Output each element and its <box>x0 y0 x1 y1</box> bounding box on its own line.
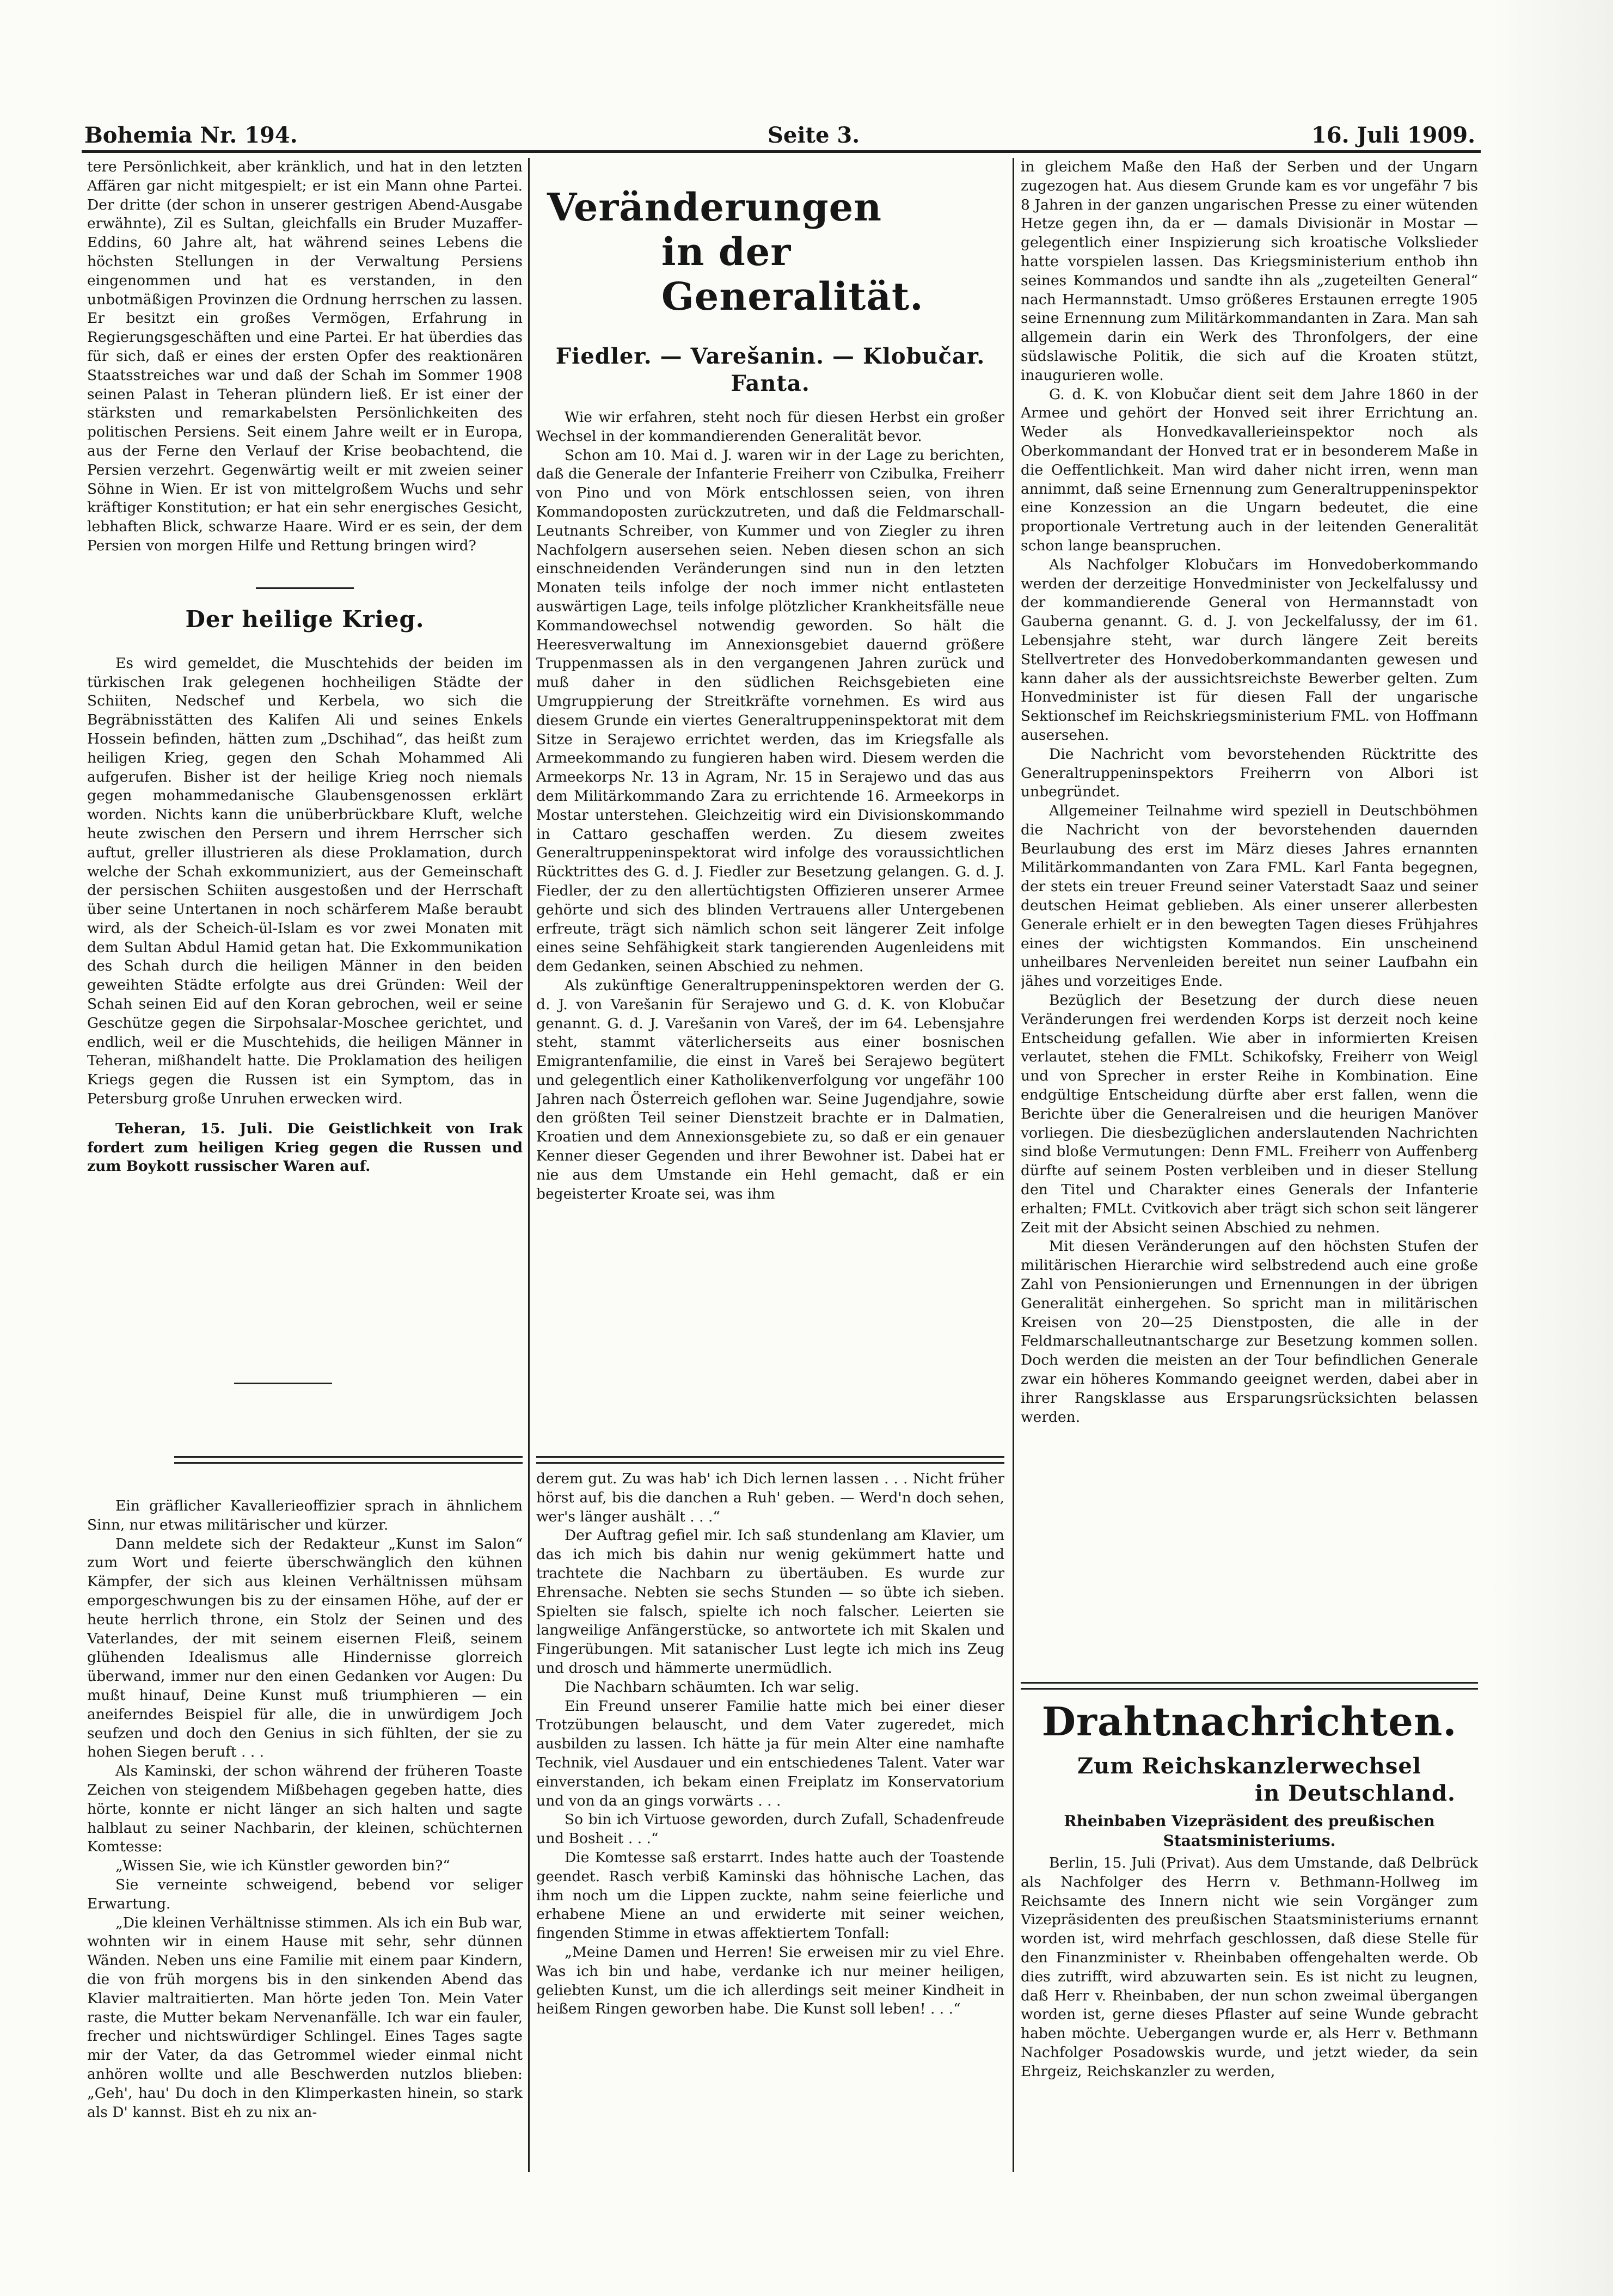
feuilleton-paragraph-8: Der Auftrag gefiel mir. Ich saß stundenlang am Klavier, um das ich mich bis dahin nur wenig gekümmert hatte und trachtete die Nachbarn zu übertäuben. Es wurde zur Ehrensache. Nebten sie sechs Stunden — so übte ich sieben. Spielten sie falsch, spielte ich noch falscher. Leierten sie langweilige Anfängerstücke, so antwortete ich mit Skalen und Fingerübungen. Mit satanischer Lust legte ich mich ins Zeug und drosch und hämmerte unermüdlich. <box>536 1527 1004 1677</box>
generalitaet-paragraph-10: Mit diesen Veränderungen auf den höchsten Stufen der militärischen Hierarchie wird selbstredend auch eine große Zahl von Pensionierungen und Ernennungen in der übrigen Generalität einhergehen. So spricht man in militärischen Kreisen von 20—25 Dienstposten, die alle in der Feldmarschalleutnantscharge zur Besetzung kommen sollen. Doch werden die meisten an der Tour befindlichen Generale zwar ein höheres Kommando geeignet werden, dabei aber in ihrer Rangsklasse aus Ersparungsrücksichten belassen werden. <box>1021 1238 1478 1426</box>
generalitaet-paragraph-3: Als zukünftige Generaltruppeninspektoren werden der G. d. J. von Varešanin für Serajewo und G. d. K. von Klobučar genannt. G. d. J. Varešanin von Vareš, der im 64. Lebensjahre steht, stammt väterlicherseits aus einer bosnischen Emigrantenfamilie, die einst in Vareš bei Serajewo begütert und gelegentlich einer Katholikenverfolgung vor ungefähr 100 Jahren nach Österreich geflohen war. Seine Jugendjahre, sowie den größten Teil seiner Dienstzeit brachte er in Dalmatien, Kroatien und dem Annexionsgebiete zu, so daß er ein genauer Kenner dieser Gegenden und ihrer Bewohner ist. Dabei hat er nie aus dem Umstande ein Hehl gemacht, daß er ein begeisterter Kroate sei, was ihm <box>536 977 1004 1202</box>
column-1-end-rule <box>234 1383 332 1384</box>
feuilleton-paragraph-4: „Wissen Sie, wie ich Künstler geworden bin?“ <box>115 1857 450 1875</box>
teheran-dispatch: Teheran, 15. Juli. Die Geistlichkeit von Irak fordert zum heiligen Krieg gegen die Russen und zum Boykott russischer Waren auf. <box>87 1120 523 1175</box>
telegrams-title: Drahtnachrichten. <box>1041 1698 1457 1745</box>
generalitaet-title-line-2: in der Generalität. <box>661 229 924 319</box>
feuilleton-paragraph-11: So bin ich Virtuose geworden, durch Zufall, Schadenfreude und Bosheit . . .“ <box>536 1811 1004 1847</box>
column-3-telegrams <box>1021 1698 1478 2166</box>
column-2-feuilleton <box>536 1470 1004 2166</box>
chancellor-heading-line-2: in Deutschland. <box>1255 1781 1456 1806</box>
feuilleton-paragraph-9: Die Nachbarn schäumten. Ich war selig. <box>565 1678 860 1696</box>
generalitaet-paragraph-4: in gleichem Maße den Haß der Serben und der Ungarn zugezogen hat. Aus diesem Grunde kam es vor ungefähr 7 bis 8 Jahren in der ganzen ungarischen Presse zu einer wütenden Hetze gegen ihn, da er — damals Divisionär in Mostar — gelegentlich einer Inspizierung sich kroatische Volkslieder hatte vorspielen lassen. Das Kriegsministerium enthob ihn seines Kommandos und sandte ihn als „zugeteilten General“ nach Hermannstadt. Umso größeres Erstaunen erregte 1905 seine Ernennung zum Militärkommandanten in Zara. Man sah allgemein darin ein Werk des Thronfolgers, der eine südslawische Politik, die sich auf die Kroaten stützt, inaugurieren wolle. <box>1021 158 1478 384</box>
generalitaet-paragraph-1: Wie wir erfahren, steht noch für diesen Herbst ein großer Wechsel in der kommandierenden Generalität bevor. <box>536 409 1004 445</box>
feuilleton-paragraph-6: „Die kleinen Verhältnisse stimmen. Als ich ein Bub war, wohnten wir in einem Hause mit sehr, sehr dünnen Wänden. Neben uns eine Familie mit einem paar Kindern, die von früh morgens bis in den sinkenden Abend das Klavier maltraitierten. Man hörte jeden Ton. Mein Vater raste, die Mutter bekam Nervenanfälle. Ich war ein fauler, frecher und nichtswürdiger Schlingel. Eines Tages sagte mir der Vater, da das Getrommel wieder einmal nicht anhören wollte und alle Beschwerden nutzlos blieben: „Geh', hau' Du doch in den Klimperkasten hinein, so stark als D' kannst. Bist eh zu nix an- <box>87 1914 523 2121</box>
generalitaet-subtitle-line-2: Fanta. <box>731 371 810 396</box>
feuilleton-separator-left <box>174 1456 523 1464</box>
rheinbaben-heading-line-2: Staatsministeriums. <box>1163 1832 1336 1850</box>
holy-war-paragraph: Es wird gemeldet, die Muschtehids der beiden im türkischen Irak gelegenen hochheiligen Städte der Schiiten, Nedschef und Kerbela, wo sich die Begräbnisstätten des Kalifen Ali und seines Enkels Hossein befinden, hätten zum „Dschihad“, das heißt zum heiligen Krieg, gegen den Schah Mohammed Ali aufgerufen. Bisher ist der heilige Krieg noch niemals gegen mohammedanische Glaubensgenossen erklärt worden. Nichts kann die unüberbrückbare Kluft, welche heute zwischen den Persern und ihrem Herrscher sich auftut, greller illustrieren als diese Proklamation, durch welche der Schah exkommuniziert, aus der Gemeinschaft der persischen Schiiten ausgestoßen und der Herrschaft über seine Untertanen in noch schärferem Maße beraubt wird, als der Scheich-ül-Islam es vor zwei Monaten mit dem Sultan Abdul Hamid getan hat. Die Exkommunikation des Schah durch die heiligen Männer in den beiden geweihten Städte erfolgte aus drei Gründen: Weil der Schah seinen Eid auf den Koran gebrochen, weil er seine Geschütze gegen die Sirpohsalar-Moschee gerichtet, und endlich, weil er die Muschtehids, die heiligen Männer in Teheran, mißhandelt hatte. Die Proklamation des heiligen Kriegs gegen die Russen ist ein Symptom, das in Petersburg große Unruhen erwecken wird. <box>87 654 523 1108</box>
generalitaet-paragraph-7: Die Nachricht vom bevorstehenden Rücktritte des Generaltruppeninspektors Freiherrn von Albori ist unbegründet. <box>1021 745 1478 801</box>
rheinbaben-heading-line-1: Rheinbaben Vizepräsident des preußischen <box>1064 1812 1435 1830</box>
feuilleton-paragraph-5: Sie verneinte schweigend, bebend vor seliger Erwartung. <box>87 1876 523 1912</box>
feuilleton-paragraph-7: derem gut. Zu was hab' ich Dich lernen lassen . . . Nicht früher hörst auf, bis die danchen a Ruh' geben. — Werd'n doch sehen, wer's länger aushält . . .“ <box>536 1470 1004 1525</box>
column-1-feuilleton <box>87 1497 523 2166</box>
telegram-section-separator <box>1021 1682 1478 1690</box>
column-divider-1 <box>528 158 530 2172</box>
header-date: 16. Juli 1909. <box>1311 122 1475 148</box>
generalitaet-paragraph-6: Als Nachfolger Klobučars im Honvedoberkommando werden der derzeitige Honvedminister von Jeckelfalussy und der kommandierende General von Hermannstadt von Gauberna genannt. G. d. J. von Jeckelfalussy, der im 61. Lebensjahre steht, war durch längere Zeit bereits Stellvertreter des Honvedoberkommandanten gewesen und kann daher als der aussichtsreichste Bewerber gelten. Zum Honvedminister ist für diesen Fall der ungarische Sektionschef im Reichskriegsministerium FML. von Hoffmann ausersehen. <box>1021 556 1478 744</box>
feuilleton-paragraph-1: Ein gräflicher Kavallerieoffizier sprach in ähnlichem Sinn, nur etwas militärischer und kürzer. <box>87 1497 523 1533</box>
column-2-upper <box>536 158 1004 1437</box>
chancellor-heading-line-1: Zum Reichskanzlerwechsel <box>1077 1753 1421 1779</box>
generalitaet-paragraph-2: Schon am 10. Mai d. J. waren wir in der Lage zu berichten, daß die Generale der Infanterie Freiherr von Czibulka, Freiherr von Pino und von Mörk entschlossen seien, von ihren Kommandoposten zurückzutreten, und daß die Feldmarschall-Leutnants Schreiber, von Kummer und von Ziegler zu ihren Nachfolgern ausersehen seien. Neben diesen schon an sich einschneidenden Veränderungen sind nun in den letzten Monaten teils infolge der noch immer nicht entlasteten auswärtigen Lage, teils infolge plötzlicher Krankheitsfälle neue Kommandowechsel notwendig geworden. So hält die Heeresverwaltung im Annexionsgebiet dauernd größere Truppenmassen als in den vergangenen Jahren zurück und muß daher in den südlichen Reichsgebieten eine Umgruppierung der Streitkräfte vornehmen. Es wird aus diesem Grunde ein viertes Generaltruppeninspektorat mit dem Sitze in Serajewo errichtet werden, das im Kriegsfalle als Armeekommando zu fungieren haben wird. Diesem werden die Armeekorps Nr. 13 in Agram, Nr. 15 in Serajewo und das aus dem Militärkommando Zara zu errichtende 16. Armeekorps in Mostar unterstehen. Gleichzeitig wird ein Divisionskommando in Cattaro geschaffen werden. Zu diesem zweites Generaltruppeninspektorat wird infolge des voraussichtlichen Rücktrittes des G. d. J. Fiedler zur Besetzung gelangen. G. d. J. Fiedler, der zu den allertüchtigsten Offizieren unserer Armee gehörte und sich des blinden Vertrauens aller Untergebenen erfreute, trägt sich nämlich schon seit längerer Zeit infolge eines seine Sehfähigkeit stark tangierenden Augenleidens mit dem Gedanken, seinen Abschied zu nehmen. <box>536 446 1004 975</box>
column-1-upper <box>87 158 523 1334</box>
generalitaet-paragraph-9: Bezüglich der Besetzung der durch diese neuen Veränderungen frei werdenden Korps ist derzeit noch keine Entscheidung gefallen. Wie aber in informierten Kreisen verlautet, stehen die FMLt. Schikofsky, Freiherr von Weigl und von Sprecher in erster Reihe in Kombination. Eine endgültige Entscheidung dürfte aber erst fallen, wenn die Berichte über die Generalreisen und die heurigen Manöver vorliegen. Die diesbezüglichen anderslautenden Nachrichten sind bloße Vermutungen: Denn FML. Freiherr von Auffenberg dürfte auf seinem Posten verbleiben und in dieser Stellung den Titel und Charakter eines Generals der Infanterie erhalten; FMLt. Cvitkovich aber trägt sich schon seit längerer Zeit mit der Absicht seinen Abschied zu nehmen. <box>1021 992 1478 1236</box>
header-rule <box>82 150 1481 153</box>
generalitaet-title-line-1: Veränderungen <box>547 185 882 230</box>
feuilleton-separator-middle <box>536 1456 1004 1464</box>
column-3-upper <box>1021 158 1478 1666</box>
generalitaet-paragraph-5: G. d. K. von Klobučar dient seit dem Jahre 1860 in der Armee und gehört der Honved seit ihrer Errichtung an. Weder als Honvedkavallerieinspektor noch als Oberkommandant der Honved trat er in besonderem Maße in die Oeffentlichkeit. Man wird daher nicht irren, wenn man annimmt, daß seine Ernennung zum Generaltruppeninspektor eine Konzession an die Ungarn bedeutet, die eine proportionale Vertretung auch in der leitenden Generalität schon lange beanspruchen. <box>1021 385 1478 554</box>
holy-war-heading-rule <box>256 587 354 589</box>
feuilleton-paragraph-3: Als Kaminski, der schon während der früheren Toaste Zeichen von steigendem Mißbehagen gegeben hatte, dies hörte, konnte er nicht länger an sich halten und sagte halblaut zu seiner Nachbarin, der kleinen, schüchternen Komtesse: <box>87 1763 523 1856</box>
feuilleton-paragraph-10: Ein Freund unserer Familie hatte mich bei einer dieser Trotzübungen belauscht, und dem Vater zugeredet, mich ausbilden zu lassen. Ich hätte ja für mein Alter eine namhafte Technik, viel Ausdauer und ein entschiedenes Talent. Vater war einverstanden, ich bekam einen Freiplatz im Konservatorium und von da an gings vorwärts . . . <box>536 1697 1004 1809</box>
column-divider-2 <box>1013 158 1014 2172</box>
holy-war-heading: Der heilige Krieg. <box>185 605 425 633</box>
header-issue: Bohemia Nr. 194. <box>84 122 298 148</box>
persia-article-continuation: tere Persönlichkeit, aber kränklich, und hat in den letzten Affären gar nicht mitgespielt; er ist ein Mann ohne Partei. Der dritte (der schon in unserer gestrigen Abend-Ausgabe erwähnte), Zil es Sultan, gleichfalls ein Bruder Muzaffer-Eddins, 60 Jahre alt, hat während seines Lebens die höchsten Stellungen in der Verwaltung Persiens eingenommen und hat es verstanden, in den unbotmäßigen Provinzen die Ordnung herrschen zu lassen. Er besitzt ein großes Vermögen, Erfahrung in Regierungsgeschäften und eine Partei. Er hat überdies das für sich, daß er eines der ersten Opfer des reaktionären Staatsstreiches war und daß der Schah im Sommer 1908 seinen Palast in Teheran plündern ließ. Er ist einer der stärksten und remarkabelsten Persönlichkeiten des politischen Persiens. Seit einem Jahre weilt er in Europa, aus der Ferne den Verlauf der Krise beobachtend, die Persien verzehrt. Gegenwärtig weilt er mit zweien seiner Söhne in Wien. Er ist von mittelgroßem Wuchs und sehr kräftiger Konstitution; er hat ein sehr energisches Gesicht, lebhaften Blick, schwarze Haare. Wird er es sein, der dem Persien von morgen Hilfe und Rettung bringen wird? <box>87 158 523 554</box>
feuilleton-paragraph-13: „Meine Damen und Herren! Sie erweisen mir zu viel Ehre. Was ich bin und habe, verdanke ich nur meiner heiligen, geliebten Kunst, um die ich allerdings seit meiner Kindheit in heißem Ringen geworben habe. Die Kunst soll leben! . . .“ <box>536 1943 1004 2018</box>
page-edge-shadow <box>1492 0 1613 2296</box>
feuilleton-paragraph-12: Die Komtesse saß erstarrt. Indes hatte auch der Toastende geendet. Rasch verbiß Kaminski das höhnische Lachen, das ihm noch um die Lippen zuckte, nahm seine feierliche und erhabene Miene an und erwiderte mit seiner weichen, fingenden Stimme in etwas affektiertem Tonfall: <box>536 1849 1004 1942</box>
feuilleton-paragraph-2: Dann meldete sich der Redakteur „Kunst im Salon“ zum Wort und feierte überschwänglich den kühnen Kämpfer, der sich aus kleinen Verhältnissen mühsam emporgeschwungen bis zu der einsamen Höhe, auf der er heute herrlich throne, ein Stolz der Seinen und des Vaterlandes, der mit seinem eisernen Fleiß, seinem glühenden Idealismus alle Hindernisse glorreich überwand, immer nur den einen Gedanken vor Augen: Du mußt hinauf, Deine Kunst muß triumphieren — ein aneiferndes Beispiel für alle, die in unwürdigem Joch seufzen und doch den Genius in sich fühlten, der sie zu hohen Siegen beruft . . . <box>87 1535 523 1761</box>
berlin-dispatch: Berlin, 15. Juli (Privat). Aus dem Umstande, daß Delbrück als Nachfolger des Herrn v. Bethmann-Hollweg im Reichsamte des Innern nicht wie sein Vorgänger zum Vizepräsidenten des preußischen Staatsministeriums ernannt worden ist, wird mehrfach geschlossen, daß diese Stelle für den Finanzminister v. Rheinbaben offengehalten werde. Ob dies zutrifft, wird abzuwarten sein. Es ist nicht zu leugnen, daß Herr v. Rheinbaben, der nun schon zweimal übergangen worden ist, gerne dieses Pflaster auf seine Wunde gebracht haben möchte. Uebergangen wurde er, als Herr v. Bethmann Nachfolger Posadowskis wurde, und jetzt wieder, da sein Ehrgeiz, Reichskanzler zu werden, <box>1021 1855 1478 2080</box>
generalitaet-paragraph-8: Allgemeiner Teilnahme wird speziell in Deutschböhmen die Nachricht von der bevorstehenden dauernden Beurlaubung des erst im März dieses Jahres ernannten Militärkommandanten von Zara FML. Karl Fanta begegnen, der stets ein treuer Freund seiner Vaterstadt Saaz und seiner deutschen Heimat geblieben. Als einer unserer allerbesten Generale erhielt er in den bewegten Tagen dieses Frühjahres eines der wichtigsten Kommandos. Ein unscheinend unheilbares Nervenleiden bereitet nun seiner Laufbahn ein jähes und vorzeitiges Ende. <box>1021 802 1478 990</box>
header-page-number: Seite 3. <box>768 122 860 148</box>
generalitaet-subtitle-line-1: Fiedler. — Varešanin. — Klobučar. <box>555 343 985 369</box>
